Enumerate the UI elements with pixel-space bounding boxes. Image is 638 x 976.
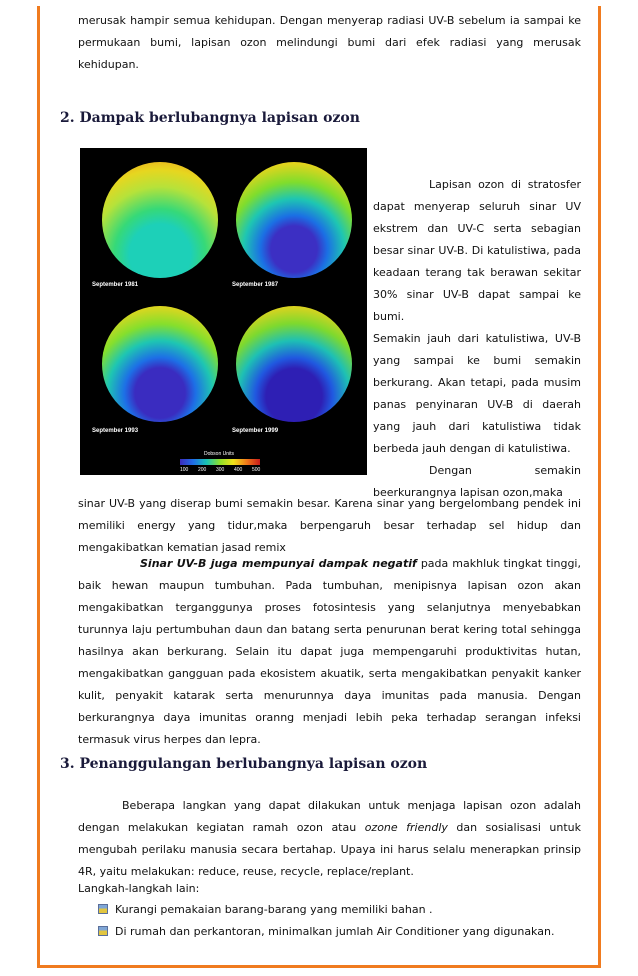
colorbar-tick: 100 [180, 467, 189, 473]
caption-1999: September 1999 [232, 428, 279, 434]
continuation-block [78, 493, 581, 559]
book-bullet-icon [98, 904, 108, 914]
globe-1981-image [102, 162, 218, 278]
globe-1987-image [236, 162, 352, 278]
page-border-bottom [37, 965, 601, 968]
caption-1981: September 1981 [92, 282, 139, 288]
impact-block [78, 553, 581, 751]
impact-paragraph [78, 553, 581, 751]
colorbar-title: Dobson Units [204, 451, 235, 457]
top-paragraph [78, 10, 581, 76]
continuation-paragraph: sinar UV-B yang diserap bumi semakin besar. Karena sinar yang bergelombang pendek ini memiliki energy yang tidur,maka berpengaruh besar terhadap sel hidup dan mengakibatkan kematian jasad remix [78, 497, 581, 554]
steps-label: Langkah-langkah lain: [78, 882, 200, 895]
list-item [98, 899, 433, 921]
colorbar-tick: 200 [198, 467, 207, 473]
list-item-text: Kurangi pemakaian barang-barang yang memiliki bahan . [115, 903, 433, 916]
section-3-paragraph [78, 795, 581, 883]
section-3-text-end: dan sosialisasi untuk mengubah perilaku manusia secara bertahap. Upaya ini harus selalu menerapkan prinsip 4R, yaitu melakukan: reduce, reuse, recycle, replace/replant. [78, 821, 581, 878]
ozone-figure [80, 148, 367, 475]
dobson-colorbar [180, 459, 260, 465]
globe-1993-image [102, 306, 218, 422]
side-text-column [373, 174, 581, 504]
side-paragraph-1: Lapisan ozon di stratosfer dapat menyerap seluruh sinar UV ekstrem dan UV-C serta sebagian besar sinar UV-B. Di katulistiwa, pada keadaan terang tak berawan sekitar 30% sinar UV-B dapat sampai ke bumi. [373, 178, 581, 323]
caption-1987: September 1987 [232, 282, 279, 288]
section-2-heading: 2. Dampak berlubangnya lapisan ozon [60, 110, 360, 126]
list-item [98, 921, 554, 943]
colorbar-tick: 500 [252, 467, 261, 473]
top-paragraph-text: merusak hampir semua kehidupan. Dengan menyerap radiasi UV-B sebelum ia sampai ke permukaan bumi, lapisan ozon melindungi bumi dari efek radiasi yang merusak kehidupan. [78, 14, 581, 71]
impact-text: pada makhluk tingkat tinggi, baik hewan maupun tumbuhan. Pada tumbuhan, menipisnya lapisan ozon akan mengakibatkan terganggunya proses fotosintesis yang selanjutnya menyebabkan turunnya laju pertumbuhan daun dan batang serta penurunan berat kering total sehingga hasilnya akan berkurang. Selain itu dapat juga mempengaruhi produktivitas hutan, mengakibatkan gangguan pada ekosistem akuatik, serta mengakibatkan penyakit kanker kulit, penyakit katarak serta menurunnya daya imunitas pada manusia. Dengan berkurangnya daya imunitas oranng menjadi lebih peka terhadap serangan infeksi termasuk virus herpes dan lepra. [78, 557, 581, 746]
ozone-friendly-term: ozone friendly [364, 821, 448, 834]
caption-1993: September 1993 [92, 428, 139, 434]
book-bullet-icon [98, 926, 108, 936]
list-item-text: Di rumah dan perkantoran, minimalkan jumlah Air Conditioner yang digunakan. [115, 925, 555, 938]
impact-emphasis: Sinar UV-B juga mempunyai dampak negatif [140, 557, 417, 570]
globe-1999-image [236, 306, 352, 422]
section-3-block [78, 795, 581, 883]
side-paragraph-2: Semakin jauh dari katulistiwa, UV-B yang sampai ke bumi semakin berkurang. Akan tetapi, pada musim panas penyinaran UV-B di daerah yang jauh dari katulistiwa tidak berbeda jauh dengan di katulistiwa. [373, 332, 581, 455]
section-3-text-start: Beberapa langkan yang dapat dilakukan untuk menjaga lapisan ozon adalah dengan melakukan kegiatan ramah ozon atau [78, 799, 581, 834]
colorbar-tick: 400 [234, 467, 243, 473]
side-paragraph-3: Dengan semakin beerkurangnya lapisan ozon,maka [373, 464, 581, 499]
section-3-heading: 3. Penanggulangan berlubangnya lapisan ozon [60, 756, 428, 772]
colorbar-tick: 300 [216, 467, 225, 473]
